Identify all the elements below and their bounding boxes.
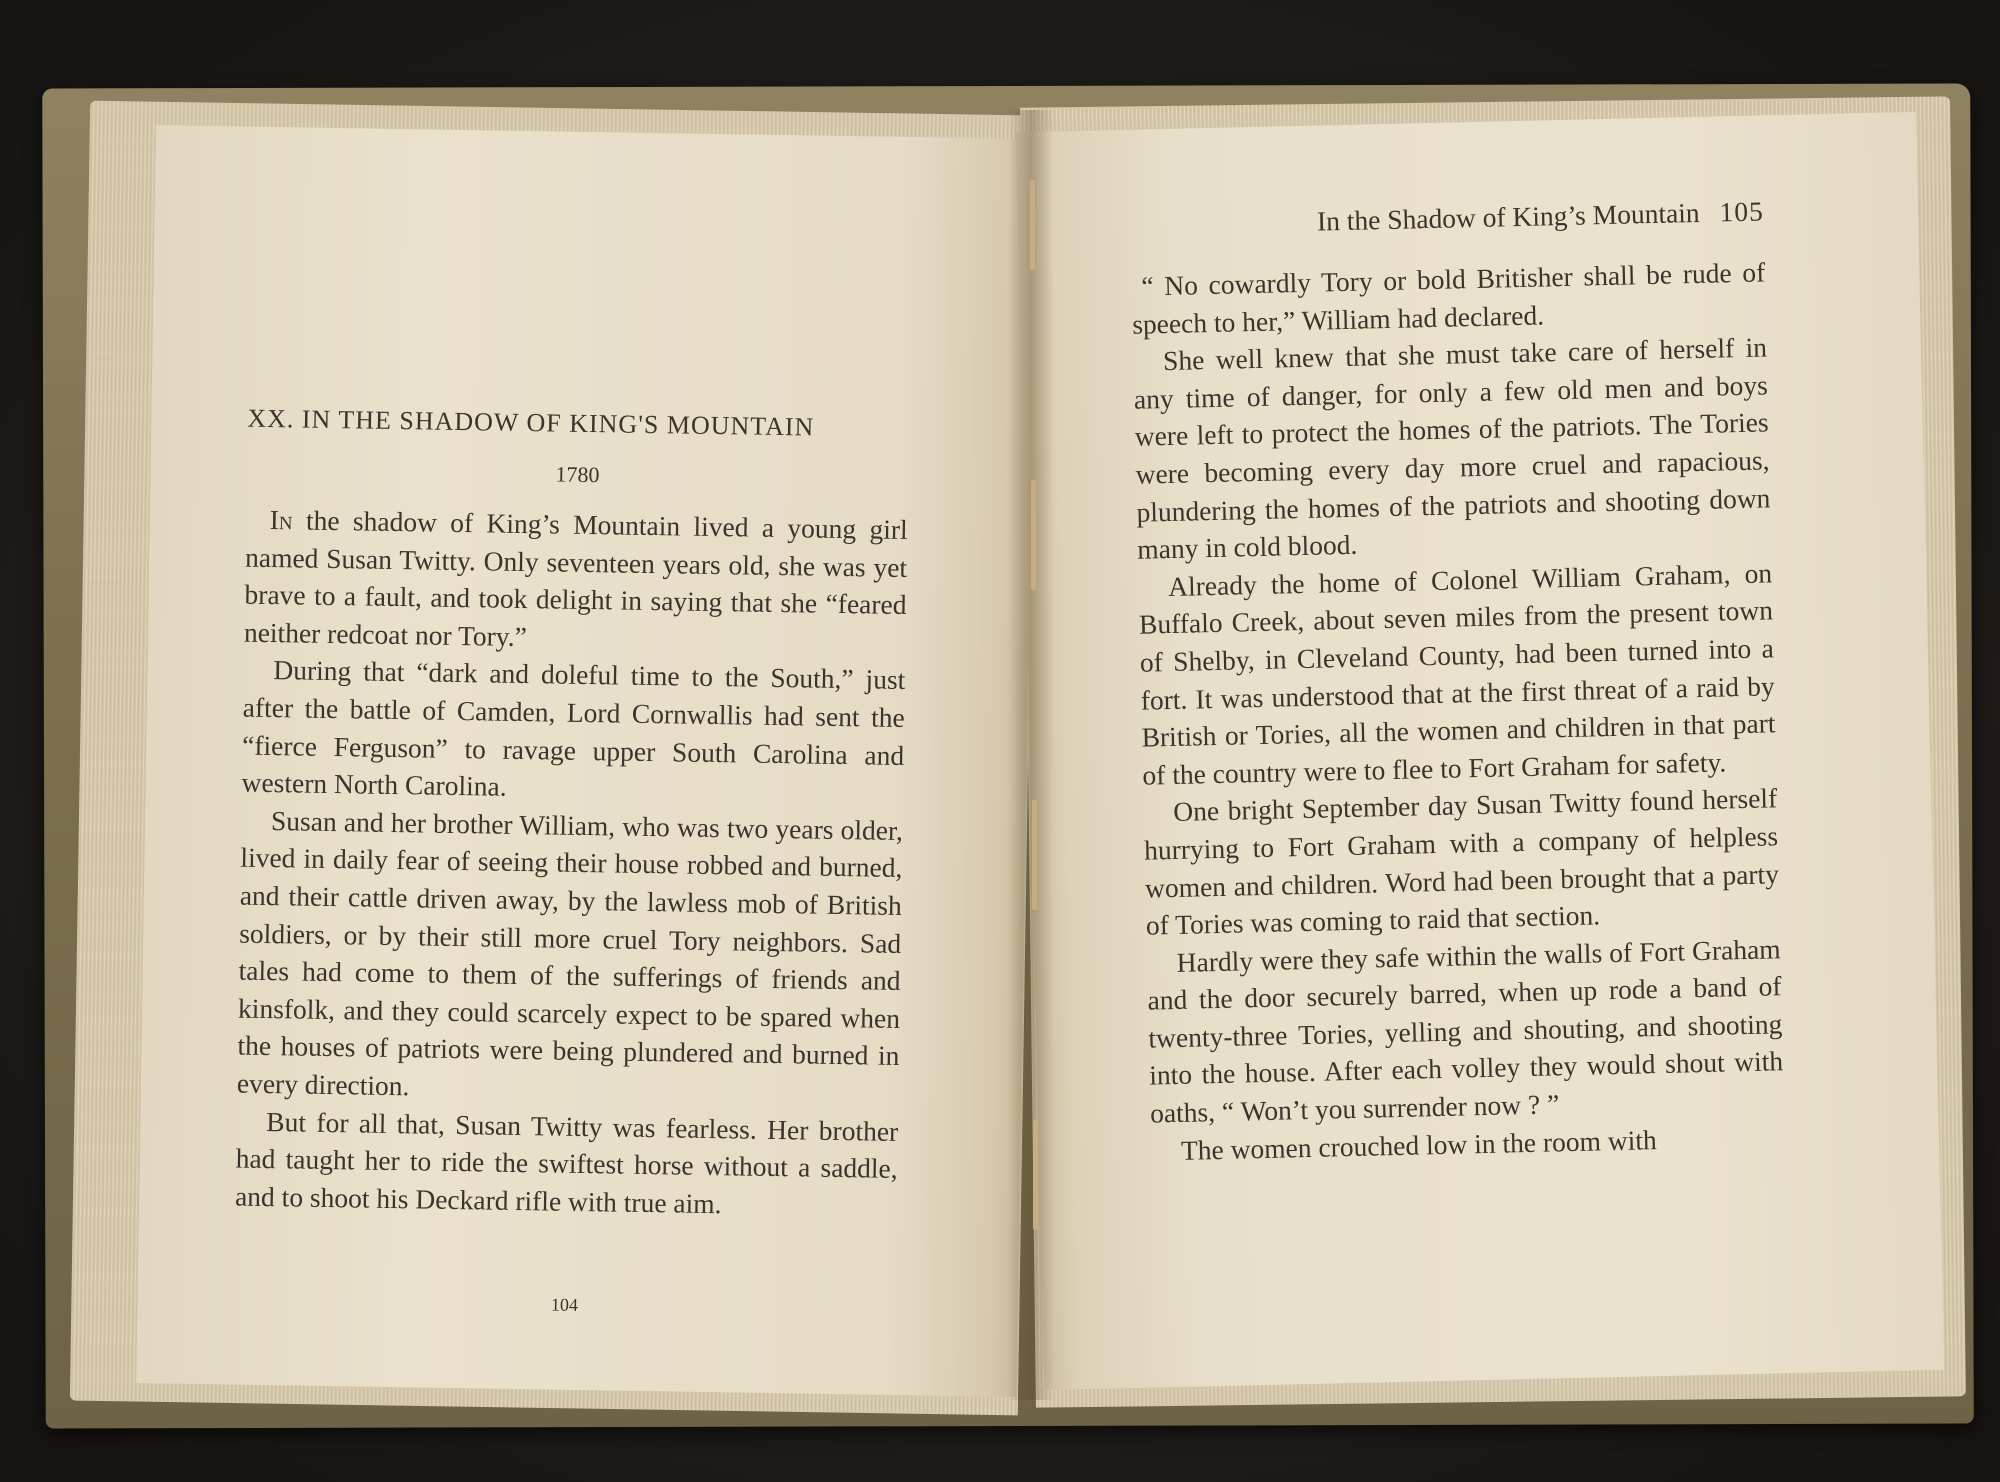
page-number: 105	[1719, 195, 1765, 228]
binding-thread	[1033, 1120, 1038, 1230]
chapter-year: 1780	[555, 461, 600, 488]
binding-thread	[1031, 480, 1036, 590]
paragraph: But for all that, Susan Twitty was fearless. Her brother had taught her to ride the swiftest horse without a saddle, and to shoot his Deckard rifle with true aim.	[234, 1105, 899, 1219]
right-page-body	[1131, 253, 1785, 1169]
paragraph: Already the home of Colonel William Graham, on Buffalo Creek, about seven miles from the present town of Shelby, in Cleveland County, had been turned into a fort. It was understood that at the first threat of a raid by British or Tories, all the women and children in that part of the country were to flee to Fort Graham for safety.	[1138, 557, 1776, 791]
paragraph: The women crouched low in the room with	[1180, 1123, 1658, 1166]
paragraph: During that “dark and doleful time to the South,” just after the battle of Camden, Lord Cornwallis had sent the “fierce Ferguson” to ravage upper South Carolina and western North Carolina.	[241, 654, 906, 802]
dropcap: In	[269, 504, 293, 536]
paragraph: In the shadow of King’s Mountain lived a young girl named Susan Twitty. Only seventeen years old, she was yet brave to a fault, and took delight in saying that she “feared neither redcoat nor Tory.”	[243, 504, 908, 652]
left-page-body	[235, 501, 908, 1226]
book-gutter	[1008, 110, 1054, 1400]
paragraph: Hardly were they safe within the walls of Fort Graham and the door securely barred, when up rode a band of twenty-three Tories, yelling and shouting, and shooting into the house. After each volley they would shout with oaths, “ Won’t you surrender now ? ”	[1147, 932, 1784, 1129]
left-page	[136, 125, 1036, 1397]
right-page	[1016, 112, 1944, 1390]
running-head	[1130, 195, 1765, 241]
paragraph: One bright September day Susan Twitty found herself hurrying to Fort Graham with a company of helpless women and children. Word had been brought that a party of Tories was coming to raid that section.	[1143, 782, 1780, 941]
paragraph: Susan and her brother William, who was two years older, lived in daily fear of seeing their house robbed and burned, and their cattle driven away, by the lawless mob of British soldiers, or by their still more cruel Tory neighbors. Sad tales had come to them of the sufferings of friends and kinsfolk, and they could scarcely expect to be spared when the houses of patriots were being plundered and burned in every direction.	[236, 804, 904, 1102]
paragraph: “ No cowardly Tory or bold Britisher shall be rude of speech to her,” William had declared.	[1131, 256, 1766, 340]
paragraph: She well knew that she must take care of herself in any time of danger, for only a few old men and boys were left to protect the homes of the patriots. The Tories were becoming every day more cruel and rapacious, plundering the homes of the patriots and shooting down many in cold blood.	[1133, 331, 1771, 565]
chapter-title: XX. IN THE SHADOW OF KING'S MOUNTAIN	[247, 403, 815, 442]
page-number: 104	[550, 1294, 579, 1315]
binding-thread	[1030, 180, 1035, 270]
running-head-title: In the Shadow of King’s Mountain	[1316, 196, 1700, 237]
binding-thread	[1032, 800, 1037, 910]
